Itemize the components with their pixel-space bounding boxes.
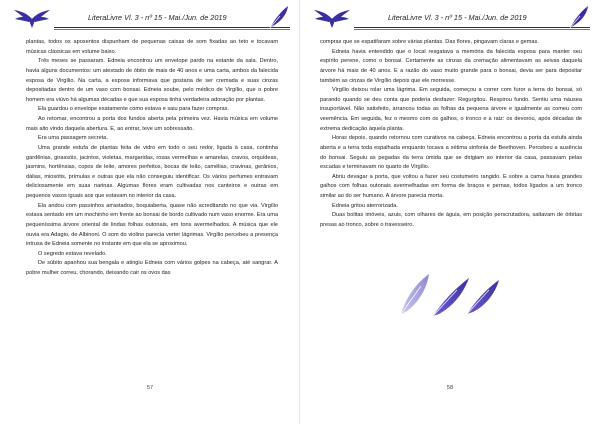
paragraph: Era uma passagem secreta. — [38, 135, 108, 142]
paragraph: compras que se espatifaram sobre várias plantas. Das flores, pingavam claras e gemas. — [320, 39, 539, 45]
right-page-text — [320, 38, 582, 231]
paragraph: Virgílio deixou rolar uma lágrima. Em seguida, começou a correr com furor a terra do bonsai, só parando quando se deu conta que poderia desfazer: Regurgitou. Respirou fundo. Sentiu uma náusea insuportável. Não satisfeito, arrancou todas as folhas da pequena árvore e igualmente as comeu com veemência. Em seguida, fez o mesmo com os galhos, o tronco e a raiz: os devorou, após décadas de extrema dedicação àquela planta. — [320, 87, 582, 132]
page-number: 57 — [146, 385, 154, 391]
header-title: LiteraLivre Vl. 3 - nº 15 - Mai./Jun. de 2019 — [388, 13, 527, 22]
paragraph: Três meses se passaram. Edneia encontrou um envelope pardo na estante da sala. Dentro, havia alguns documentos: um atestado de óbito de mais de 40 anos e uma carta, ambos da falecida esposa de Virgílio. Na carta, a esposa informava que gostaria de ser cremada e suas cinzas depositadas dentro de um vaso com bonsai. Edneia soube, pelo médico de Virgílio, que o pobre homem era viúvo há algumas décadas e que sua esposa tinha verdadeira adoração por plantas. — [26, 58, 278, 103]
paragraph: plantas, todos os aposentos dispunham de pequenas caixas de som fixadas ao teto e tocavam músicas clássicas em volume baixo. — [26, 39, 278, 55]
header-rule-thin — [354, 29, 590, 30]
paragraph: O segredo estava revelado. — [38, 250, 107, 257]
winged-emblem-icon — [314, 7, 350, 29]
page-number: 58 — [446, 385, 454, 391]
page-header — [0, 3, 300, 31]
feathers-icon — [397, 270, 501, 318]
paragraph: Ela andou com passinhos arrastados, boquiaberta, quase não acreditando no que via. Virgílio estava sentado em um mochinho em frente ao bonsai de bordo cultivado num vaso enorme. Era uma pequeníssima árvore oriental de lindas folhas outonais, em tons avermelhados. A música que ele ouvia era Adagio, de Albinoni. O som do violino parecia verter lágrimas. Virgílio percebeu a presença intrusa de Edneia somente no instante em que ela se aproximou. — [26, 202, 278, 248]
quill-icon — [568, 5, 590, 29]
header-title: LiteraLivre Vl. 3 - nº 15 - Mai./Jun. de 2019 — [88, 13, 227, 22]
paragraph: Abriu devagar a porta, que voltou a fazer seu costumeiro rangido. E sobre a cama havia grandes galhos com folhas outonais avermelhadas em forma de braços e pernas, todos ligados a um tronco similar ao do ser humano. A árvore parecia morta. — [320, 173, 582, 199]
paragraph: Horas depois, quando retornou com curativos na cabeça, Edneia encontrou a porta da estufa ainda aberta e a terra toda espalhada enquanto tocava a sétima sinfonia de Beethoven. Percebeu a ausência do bonsai. Seguiu as pegadas da terra úmida que se dirigiam ao interior da casa, passavam pelas escadas e terminavam no quarto de Virgílio. — [320, 135, 582, 171]
page-header — [300, 3, 600, 31]
quill-icon — [268, 5, 290, 29]
right-page — [300, 0, 600, 424]
paragraph: Uma grande estufa de plantas feita de vidro em todo o seu redor, ligada à casa, continha gardênias, girassóis, jacintos, violetas, margaridas, rosas vermelhas e amarelas, cravos, orquídeas, jasmins, hortênsias, copos de leite, amores perfeitos, bocas de leão, camélias, cravinas, gerânios, dálias, miosótis, prímulas e outras que ela não conseguiu identificar. Os vários perfumes entravam deliciosamente em suas narinas. Algumas flores eram cultivadas nos canteiros e outras em pequenos vasos iguais aos que estavam no interior da casa. — [26, 144, 278, 199]
left-page-text — [26, 38, 278, 279]
paragraph: Edneia gritou aterrorizada. — [332, 202, 398, 209]
header-rule-thin — [54, 29, 290, 30]
winged-emblem-icon — [14, 7, 50, 29]
paragraph: Ao retornar, encontrou a porta dos fundos aberta pela primeira vez. Havia música em volume mais alto vindo daquela abertura. E, ao entrar, teve um sobressalto. — [26, 116, 278, 132]
paragraph: De súbito apanhou sua bengala e atingiu Edneia com vários golpes na cabeça, até sangrar. A pobre mulher correu, chorando, deixando cair os ovos das — [26, 260, 278, 276]
header-rule — [54, 27, 290, 28]
paragraph: Duas bolitas imóveis, azuis, com olhares de águia, em posição perscrutadora, saltavam de órbitas presas ao tronco, sobre o travesseiro. — [320, 212, 582, 228]
paragraph: Edneia havia entendido que o local resgatava a memória da falecida esposa para manter seu espírito perene, como o bonsai. Certamente as cinzas da cremação alimentavam as seivas daquela árvore há mais de 40 anos. E a razão do vaso muito grande para o bonsai, devia ser para depositar também as cinzas de Virgílio depois que ele morresse. — [320, 48, 582, 84]
paragraph: Ela guardou o envelope exatamente como estava e saiu para fazer compras. — [38, 106, 229, 113]
header-rule — [354, 27, 590, 28]
